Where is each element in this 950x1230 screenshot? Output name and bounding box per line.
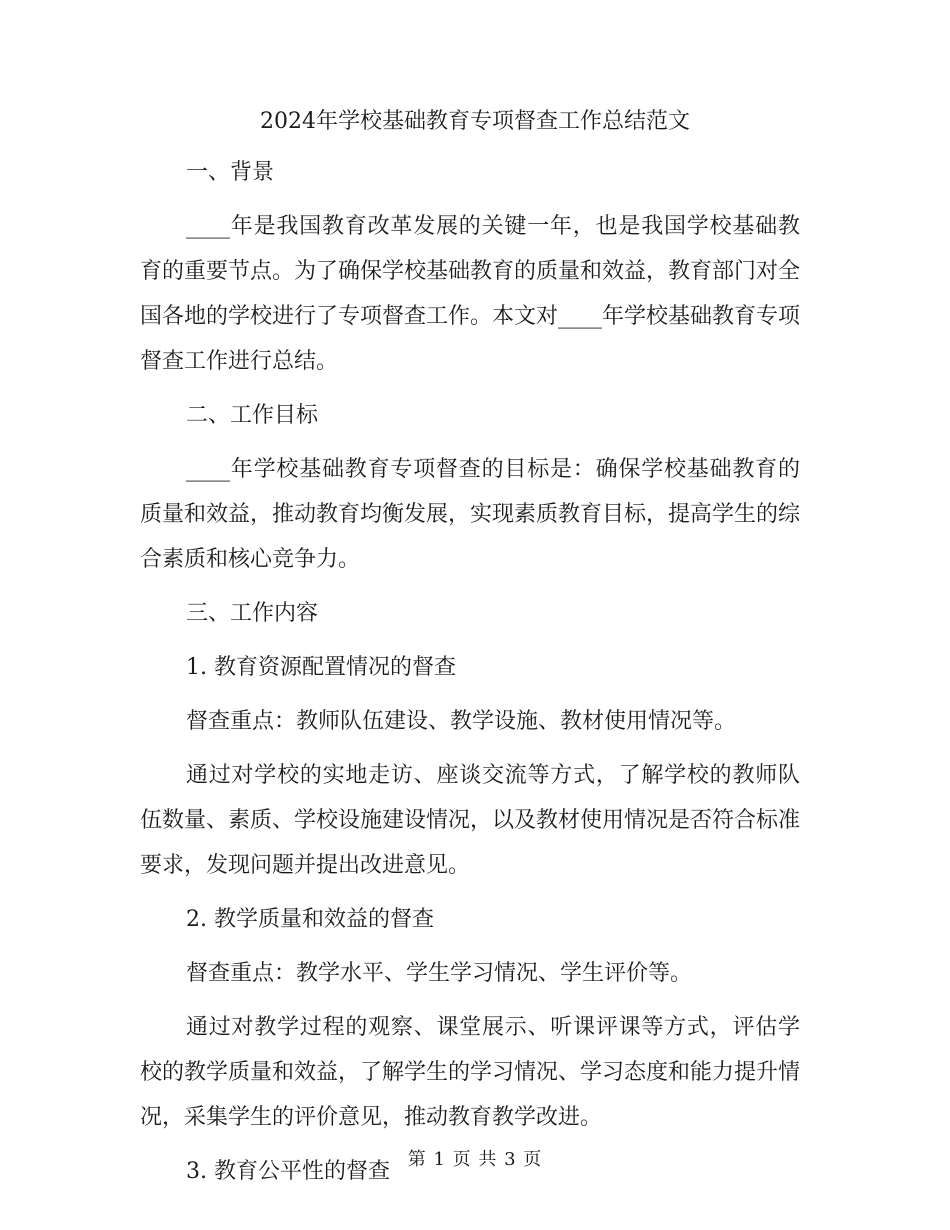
document-body [140,150,800,1203]
paragraph-teaching-method: 通过对教学过程的观察、课堂展示、听课评课等方式，评估学校的教学质量和效益，了解学生的学习情况、学习态度和能力提升情况，采集学生的评价意见，推动教育教学改进。 [140,1015,801,1130]
paragraph-goals: ____年学校基础教育专项督查的目标是：确保学校基础教育的质量和效益，推动教育均衡发展，实现素质教育目标，提高学生的综合素质和核心竞争力。 [140,457,801,572]
subheading-education-equity: 3. 教育公平性的督查 [186,1159,390,1184]
section-heading-content: 三、工作内容 [186,601,319,626]
section-heading-background: 一、背景 [186,160,275,185]
paragraph-resource-method: 通过对学校的实地走访、座谈交流等方式，了解学校的教师队伍数量、素质、学校设施建设情况，以及教材使用情况是否符合标准要求，发现问题并提出改进意见。 [140,763,801,878]
subheading-teaching-quality: 2. 教学质量和效益的督查 [186,907,434,932]
document-title: 2024年学校基础教育专项督查工作总结范文 [260,109,690,134]
paragraph-teaching-focus: 督查重点：教学水平、学生学习情况、学生评价等。 [186,961,693,986]
section-heading-goals: 二、工作目标 [186,403,319,428]
page-number-footer: 第 1 页 共 3 页 [407,1149,543,1170]
paragraph-resource-focus: 督查重点：教师队伍建设、教学设施、教材使用情况等。 [186,709,737,734]
subheading-resource-allocation: 1. 教育资源配置情况的督查 [186,655,456,680]
paragraph-background: ____年是我国教育改革发展的关键一年，也是我国学校基础教育的重要节点。为了确保学校基础教育的质量和效益，教育部门对全国各地的学校进行了专项督查工作。本文对____年学校基础教育专项督查工作进行总结。 [140,214,801,374]
